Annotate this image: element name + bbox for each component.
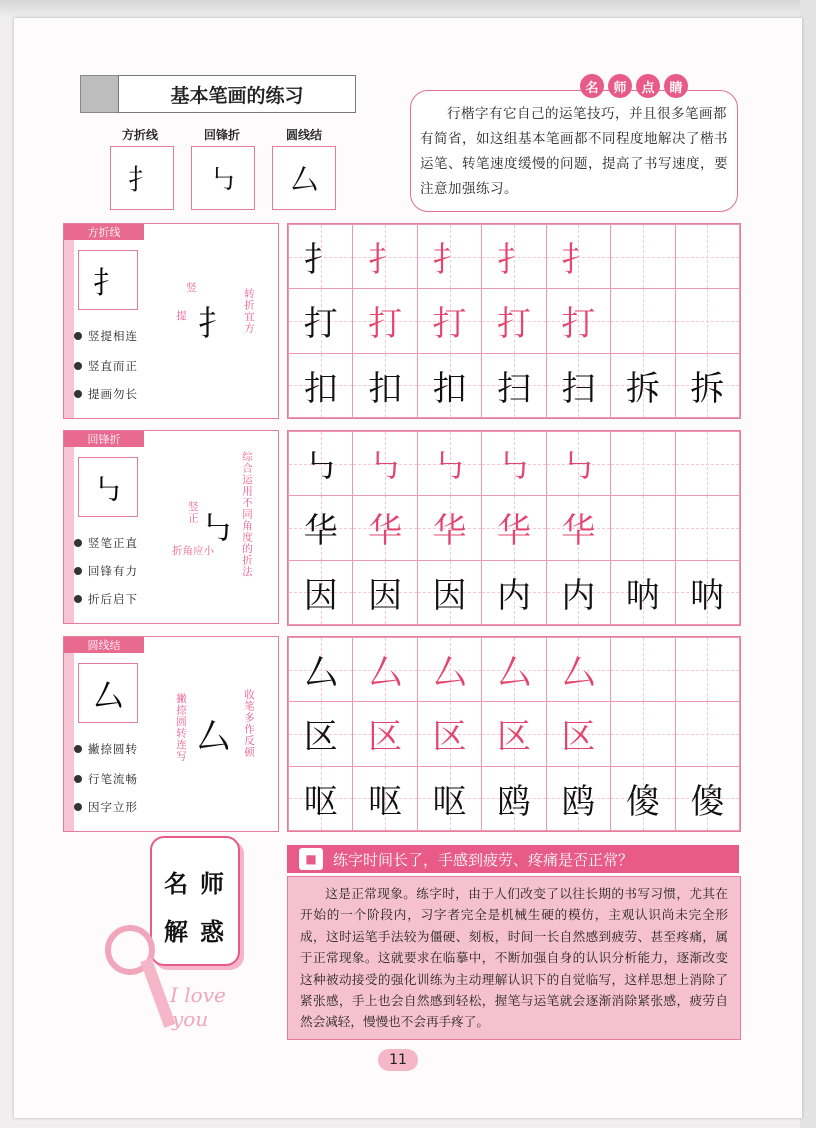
tip-header-char: 师 <box>608 74 632 98</box>
question-bar <box>287 845 739 873</box>
note-right: 转折宜方 <box>243 288 255 334</box>
practice-cell <box>353 353 417 417</box>
empty-practice-cell[interactable] <box>611 289 675 353</box>
practice-char: 厶 <box>561 653 596 694</box>
practice-char: 因 <box>368 575 403 616</box>
practice-cell <box>289 496 353 560</box>
practice-char: 厶 <box>368 653 403 694</box>
bullet-dot-icon <box>74 539 82 547</box>
bullet-item <box>74 535 138 551</box>
practice-cell <box>482 560 546 624</box>
practice-cell <box>546 432 610 496</box>
bullet-item <box>74 328 138 344</box>
practice-cell <box>353 560 417 624</box>
bullet-dot-icon <box>74 362 82 370</box>
practice-char: 区 <box>303 717 338 758</box>
panel-strip <box>64 447 74 623</box>
stroke-label-1: 方折线 <box>121 128 158 142</box>
practice-grid-3 <box>287 636 741 832</box>
card-char: 师 <box>200 869 224 898</box>
demo-stroke: 厶 <box>196 717 230 757</box>
practice-char: ㇉ <box>496 447 531 488</box>
practice-cell <box>482 353 546 417</box>
tip-text: 行楷字有它自己的运笔技巧，并且很多笔画都有简省，如这组基本笔画都不同程度地解决了楷书运笔、转笔速度缓慢的问题，提高了书写速度，要注意加强练习。 <box>420 106 728 197</box>
practice-grid-2 <box>287 430 741 626</box>
practice-cell <box>353 289 417 353</box>
practice-char: 厶 <box>432 653 467 694</box>
practice-cell <box>289 353 353 417</box>
practice-char: 因 <box>432 575 467 616</box>
empty-practice-cell[interactable] <box>675 432 739 496</box>
empty-practice-cell[interactable] <box>675 496 739 560</box>
practice-cell <box>611 766 675 830</box>
stroke-label-3: 圆线结 <box>285 128 322 142</box>
practice-cell <box>417 638 481 702</box>
practice-cell <box>417 766 481 830</box>
svg-text:I love: I love <box>170 983 226 1007</box>
empty-practice-cell[interactable] <box>611 225 675 289</box>
practice-char: 打 <box>496 304 531 345</box>
bullet-dot-icon <box>74 332 82 340</box>
practice-char: 扌 <box>496 240 531 281</box>
practice-char: 内 <box>561 575 596 616</box>
practice-cell <box>546 496 610 560</box>
bullet-text: 回锋有力 <box>88 564 138 578</box>
practice-cell <box>417 353 481 417</box>
practice-char: 扌 <box>432 240 467 281</box>
practice-char: 呐 <box>690 575 725 616</box>
bullet-text: 撇捺圆转 <box>88 742 138 756</box>
bullet-item <box>74 358 138 374</box>
practice-cell <box>546 225 610 289</box>
practice-char: 打 <box>432 304 467 345</box>
stroke-label-2: 回锋折 <box>203 128 240 142</box>
card-char: 名 <box>164 869 188 898</box>
practice-table <box>288 224 740 418</box>
practice-char: 扌 <box>303 240 338 281</box>
practice-char: 打 <box>561 304 596 345</box>
practice-cell <box>353 225 417 289</box>
stroke-sample-3: 厶 <box>272 146 336 210</box>
empty-practice-cell[interactable] <box>611 496 675 560</box>
practice-char: 打 <box>368 304 403 345</box>
empty-practice-cell[interactable] <box>675 702 739 766</box>
panel-glyph: 厶 <box>78 663 138 723</box>
practice-cell <box>353 638 417 702</box>
bullet-text: 提画勿长 <box>88 387 138 401</box>
practice-cell <box>611 560 675 624</box>
practice-cell <box>482 225 546 289</box>
panel-tag: 圆线结 <box>64 637 144 653</box>
practice-char: 呐 <box>625 575 660 616</box>
empty-practice-cell[interactable] <box>675 225 739 289</box>
note-right: 收笔多作反顿 <box>243 689 255 758</box>
practice-cell <box>289 638 353 702</box>
practice-cell <box>546 702 610 766</box>
demo-stroke: ㇉ <box>200 509 234 549</box>
practice-char: 拆 <box>625 368 660 409</box>
stroke-panel-2 <box>63 430 279 624</box>
practice-cell <box>289 560 353 624</box>
note-left1: 撇捺圆转连写 <box>175 693 187 762</box>
svg-text:you: you <box>172 1007 209 1031</box>
card-char: 惑 <box>200 917 224 946</box>
bullet-text: 竖直而正 <box>88 359 138 373</box>
note-left1: 竖 <box>185 282 197 294</box>
grid-row <box>289 638 740 702</box>
practice-char: 厶 <box>496 653 531 694</box>
grid-row <box>289 225 740 289</box>
practice-char: 扌 <box>561 240 596 281</box>
tip-header-char: 点 <box>636 74 660 98</box>
practice-cell <box>546 638 610 702</box>
bullet-dot-icon <box>74 775 82 783</box>
grid-row <box>289 560 740 624</box>
practice-cell <box>353 496 417 560</box>
practice-cell <box>417 496 481 560</box>
key-decoration-icon <box>100 920 250 1040</box>
question-text: 练字时间长了，手感到疲劳、疼痛是否正常？ <box>333 850 634 869</box>
practice-cell <box>289 289 353 353</box>
practice-char: 区 <box>432 717 467 758</box>
grid-row <box>289 496 740 560</box>
practice-cell <box>482 702 546 766</box>
practice-cell <box>482 766 546 830</box>
panel-tag: 方折线 <box>64 224 144 240</box>
bullet-item <box>74 386 138 402</box>
practice-char: ㇉ <box>432 447 467 488</box>
practice-cell <box>546 289 610 353</box>
practice-cell <box>289 432 353 496</box>
practice-cell <box>417 560 481 624</box>
practice-char: 华 <box>496 511 531 552</box>
grid-row <box>289 766 740 830</box>
panel-glyph: ㇉ <box>78 457 138 517</box>
practice-cell <box>611 353 675 417</box>
question-icon: ■ <box>299 848 323 870</box>
practice-char: 傻 <box>690 781 725 822</box>
practice-char: ㇉ <box>561 447 596 488</box>
stroke-panel-1 <box>63 223 279 419</box>
practice-char: 打 <box>303 304 338 345</box>
practice-cell <box>482 638 546 702</box>
practice-char: 扌 <box>368 240 403 281</box>
practice-cell <box>417 289 481 353</box>
practice-cell <box>482 432 546 496</box>
tip-header-char: 睛 <box>664 74 688 98</box>
empty-practice-cell[interactable] <box>675 638 739 702</box>
practice-grid-1 <box>287 223 741 419</box>
practice-cell <box>289 702 353 766</box>
empty-practice-cell[interactable] <box>611 638 675 702</box>
practice-cell <box>546 766 610 830</box>
practice-table <box>288 431 740 625</box>
practice-char: 华 <box>561 511 596 552</box>
practice-char: 傻 <box>625 781 660 822</box>
page-title: 基本笔画的练习 <box>118 75 356 113</box>
practice-cell <box>482 289 546 353</box>
practice-char: 区 <box>496 717 531 758</box>
empty-practice-cell[interactable] <box>675 289 739 353</box>
practice-cell <box>546 560 610 624</box>
practice-char: 区 <box>368 717 403 758</box>
practice-char: 鸥 <box>561 781 596 822</box>
bullet-text: 因字立形 <box>88 800 138 814</box>
practice-char: 因 <box>303 575 338 616</box>
practice-cell <box>417 432 481 496</box>
answer-box <box>287 876 741 1040</box>
page-number: 11 <box>378 1049 418 1071</box>
tip-header <box>580 74 688 100</box>
answer-text: 这是正常现象。练字时，由于人们改变了以往长期的书写习惯，尤其在开始的一个阶段内，习字者完全是机械生硬的模仿，主观认识尚未完全形成，这时运笔手法较为僵硬、刻板，时间一长自然感到疲劳、甚至疼痛，属于正常现象。这就要求在临摹中，不断加强自身的认识分析能力，逐渐改变这种被动接受的强化训练为主动理解认识下的自觉临写，这样思想上消除了紧张感，手上也会自然感到轻松，握笔与运笔就会逐渐消除紧张感，疲劳自然会减轻，慢慢也不会再手疼了。 <box>300 886 728 1030</box>
practice-cell <box>353 432 417 496</box>
practice-char: ㇉ <box>303 447 338 488</box>
page-right-edge <box>800 0 816 1128</box>
practice-char: 华 <box>432 511 467 552</box>
note-right: 综合运用不同角度的折法 <box>241 451 253 578</box>
bullet-item <box>74 563 138 579</box>
bullet-dot-icon <box>74 390 82 398</box>
practice-char: 厶 <box>303 653 338 694</box>
practice-cell <box>353 766 417 830</box>
practice-char: 华 <box>303 511 338 552</box>
panel-strip <box>64 653 74 831</box>
bullet-text: 行笔流畅 <box>88 772 138 786</box>
empty-practice-cell[interactable] <box>611 432 675 496</box>
practice-char: 扫 <box>496 368 531 409</box>
demo-stroke: 扌 <box>198 304 232 344</box>
practice-char: 华 <box>368 511 403 552</box>
practice-cell <box>353 702 417 766</box>
stroke-panel-3 <box>63 636 279 832</box>
note-left2: 折角应小 <box>172 545 214 557</box>
practice-cell <box>417 225 481 289</box>
bullet-text: 竖笔正直 <box>88 536 138 550</box>
practice-cell <box>482 496 546 560</box>
stroke-sample-1: 扌 <box>110 146 174 210</box>
panel-glyph: 扌 <box>78 250 138 310</box>
bullet-item <box>74 799 138 815</box>
stroke-sample-2: ㇉ <box>191 146 255 210</box>
panel-strip <box>64 240 74 418</box>
practice-char: 扣 <box>368 368 403 409</box>
bullet-dot-icon <box>74 567 82 575</box>
practice-char: 扣 <box>432 368 467 409</box>
practice-char: 拆 <box>690 368 725 409</box>
bullet-dot-icon <box>74 745 82 753</box>
bullet-text: 折后启下 <box>88 592 138 606</box>
practice-cell <box>417 702 481 766</box>
card-char: 解 <box>164 917 188 946</box>
practice-char: 扫 <box>561 368 596 409</box>
bullet-item <box>74 771 138 787</box>
bullet-item <box>74 741 138 757</box>
practice-char: 区 <box>561 717 596 758</box>
practice-char: 呕 <box>432 781 467 822</box>
note-left2: 提 <box>175 310 187 322</box>
empty-practice-cell[interactable] <box>611 702 675 766</box>
grid-row <box>289 353 740 417</box>
page-top-edge <box>0 0 816 18</box>
bullet-item <box>74 591 138 607</box>
grid-row <box>289 289 740 353</box>
practice-cell <box>675 766 739 830</box>
grid-row <box>289 702 740 766</box>
tip-header-char: 名 <box>580 74 604 98</box>
grid-row <box>289 432 740 496</box>
practice-cell <box>289 766 353 830</box>
practice-char: 呕 <box>368 781 403 822</box>
bullet-dot-icon <box>74 803 82 811</box>
practice-cell <box>675 353 739 417</box>
practice-char: 扣 <box>303 368 338 409</box>
bullet-dot-icon <box>74 595 82 603</box>
practice-char: ㇉ <box>368 447 403 488</box>
practice-char: 鸥 <box>496 781 531 822</box>
note-left1: 竖正 <box>187 501 199 524</box>
practice-cell <box>289 225 353 289</box>
practice-char: 内 <box>496 575 531 616</box>
practice-cell <box>546 353 610 417</box>
practice-cell <box>675 560 739 624</box>
bullet-text: 竖提相连 <box>88 329 138 343</box>
practice-table <box>288 637 740 831</box>
panel-tag: 回锋折 <box>64 431 144 447</box>
practice-char: 呕 <box>303 781 338 822</box>
